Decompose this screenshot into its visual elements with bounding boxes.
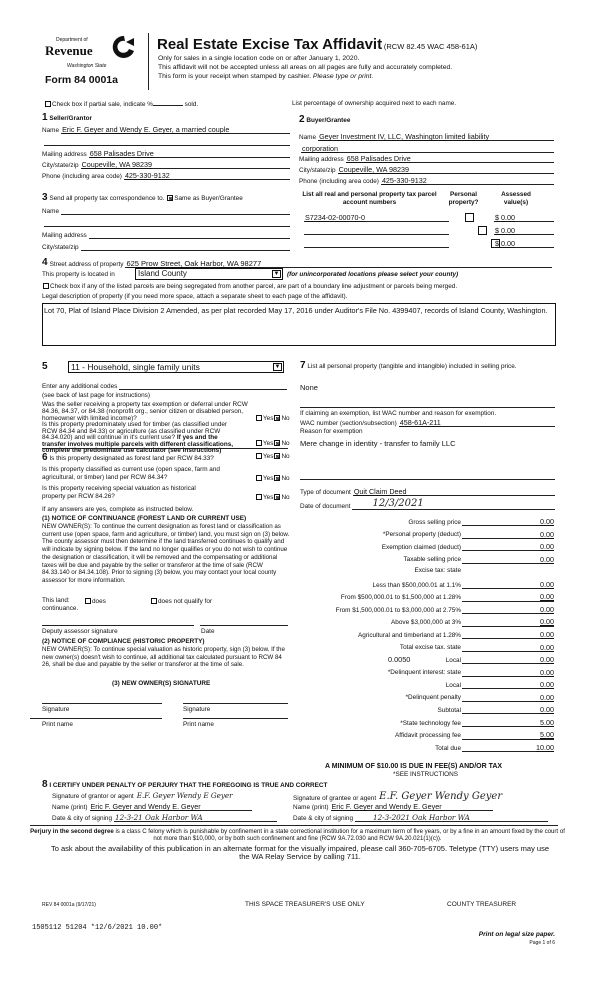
owner-signature-line[interactable] xyxy=(42,703,162,704)
additional-note: (see back of last page for instructions) xyxy=(42,392,150,399)
seller-city-field[interactable]: Coupeville, WA 98239 xyxy=(81,161,290,169)
label: Name xyxy=(42,207,60,215)
label: Mailing address xyxy=(42,231,87,239)
yes-no xyxy=(255,453,290,460)
tax-row xyxy=(300,543,554,551)
buyer-name-field[interactable]: Geyer Investment IV, LLC, Washington limited liability xyxy=(318,133,554,141)
does-not-checkbox[interactable] xyxy=(151,598,157,604)
tax-value-field[interactable]: 0.00 xyxy=(462,706,554,714)
corr-name2-row xyxy=(42,219,290,227)
parcel-number-field[interactable] xyxy=(304,227,449,235)
label: WAC number (section/subsection) xyxy=(300,419,397,427)
personal-property-checkbox[interactable] xyxy=(465,213,474,222)
certify-text: I CERTIFY UNDER PENALTY OF PERJURY THAT THE FOREGOING IS TRUE AND CORRECT xyxy=(49,782,328,789)
alternate-format-note: To ask about the availability of this publication in an alternate format for the visually impaired, please call 360-705-6705. Teletype (TTY) users may use the WA Relay Service by calling 711. xyxy=(50,844,550,861)
no-label: No xyxy=(281,415,290,422)
tax-label: Subtotal xyxy=(437,707,461,715)
same-as-buyer-label: Same as Buyer/Grantee xyxy=(174,195,243,202)
personal-property-label xyxy=(300,362,555,371)
corr-city-row xyxy=(42,243,290,251)
yes-no xyxy=(255,475,290,482)
seller-phone-field[interactable]: 425-330-9132 xyxy=(124,172,290,180)
tax-label: *Personal property (deduct) xyxy=(382,531,461,539)
yes-no xyxy=(255,415,290,422)
chevron-down-icon: ▼ xyxy=(274,364,281,370)
if-yes-note: If any answers are yes, complete as instructed below. xyxy=(42,506,194,513)
buyer-phone-field[interactable]: 425-330-9132 xyxy=(381,177,554,185)
county-treasurer: COUNTY TREASURER xyxy=(447,901,517,908)
additional-codes-field[interactable] xyxy=(119,382,287,390)
tax-value-field[interactable]: 0.00 xyxy=(462,631,554,639)
parcel-row xyxy=(302,240,449,248)
label: List all personal property (tangible and intangible) included in selling price. xyxy=(307,363,517,370)
q-forest xyxy=(42,453,214,463)
tax-row xyxy=(300,568,554,574)
segregated xyxy=(42,283,457,290)
tax-value-field[interactable]: 0.00 xyxy=(462,518,554,526)
no-checkbox[interactable] xyxy=(274,494,280,500)
treasurer-use: THIS SPACE TREASURER'S USE ONLY xyxy=(245,901,365,908)
seller-city-row xyxy=(42,161,290,169)
tax-row xyxy=(300,731,554,739)
q-historic xyxy=(42,485,212,501)
yes-no xyxy=(255,494,290,501)
notice-continuance-title: (1) NOTICE OF CONTINUANCE (FOREST LAND OR CURRENT USE) xyxy=(42,515,247,522)
print-name-line[interactable] xyxy=(30,718,162,719)
tax-row xyxy=(300,694,554,702)
label: Name (print) xyxy=(52,803,88,811)
page-number: Page 1 of 6 xyxy=(529,940,555,946)
assessed-row xyxy=(492,240,554,248)
certify xyxy=(42,780,327,790)
logo-line3: Washington State xyxy=(67,63,107,69)
label: Name (print) xyxy=(293,803,329,811)
question-text: Is this property designated as forest land per RCW 84.33? xyxy=(49,455,214,462)
partial-percent-field[interactable] xyxy=(153,105,183,106)
divider xyxy=(42,448,288,449)
seller-title: Seller/Grantor xyxy=(49,115,92,122)
assessed-value-field[interactable]: $ 0.00 xyxy=(494,227,554,235)
signature-label: Signature xyxy=(42,706,70,713)
print-legal-note: Print on legal size paper. xyxy=(478,931,555,938)
header-line: Only for sales in a single location code on or after January 1, 2020. xyxy=(158,55,360,62)
deputy-date-line[interactable] xyxy=(200,625,288,626)
label: Name xyxy=(299,133,317,141)
buyer-phone-row xyxy=(299,177,554,185)
seller-mailing-field[interactable]: 658 Palisades Drive xyxy=(89,150,290,158)
parcel-header: List all real and personal property tax parcel account numbers xyxy=(302,191,437,206)
question-text: Was the seller receiving a property tax exemption or deferral under RCW 84.36, 84.37, or 84.38 (nonprofit org., senior citizen or disabled person, homeowner with limited income)? xyxy=(42,401,248,422)
title-text: Real Estate Excise Tax Affidavit xyxy=(157,36,383,53)
tax-label: Total due xyxy=(435,744,461,752)
seller-name-row xyxy=(42,126,290,134)
yes-checkbox[interactable] xyxy=(256,494,262,500)
tax-label: Gross selling price xyxy=(408,518,461,526)
parcel-row xyxy=(302,214,449,222)
label: Phone (including area code) xyxy=(42,172,122,180)
wac-row xyxy=(300,419,555,427)
treasurer-stamp: 1505112 51204 *12/6/2021 10.00* xyxy=(32,924,163,932)
additional-codes-row xyxy=(42,382,287,390)
tax-label: Local xyxy=(445,656,461,664)
street-field[interactable]: 625 Prow Street, Oak Harbor, WA 98277 xyxy=(125,260,552,269)
label: City/state/zip xyxy=(42,243,79,251)
tax-row xyxy=(300,518,554,526)
form-title xyxy=(157,37,477,52)
tax-value-field[interactable]: 5.00 xyxy=(462,719,554,727)
grantee-name-field[interactable]: Eric F. Geyer and Wendy E. Geyer xyxy=(331,803,493,811)
no-label: No xyxy=(281,453,290,460)
tax-label: *State technology fee xyxy=(400,719,461,727)
tax-value-field[interactable]: 0.00 xyxy=(462,618,554,626)
label: Street address of property xyxy=(49,260,124,268)
label: City/state/zip xyxy=(299,166,336,174)
no-checkbox[interactable] xyxy=(274,475,280,481)
corr-name2-field[interactable] xyxy=(44,219,290,227)
tax-value-field[interactable]: 0.00 xyxy=(462,681,554,689)
tax-label: Agricultural and timberland at 1.28% xyxy=(357,631,461,639)
minimum-note: A MINIMUM OF $10.00 IS DUE IN FEE(S) AND/OR TAX xyxy=(325,763,503,770)
parcel-number-field[interactable]: S7234-02-00070-0 xyxy=(304,214,449,222)
yes-checkbox[interactable] xyxy=(256,415,262,421)
deputy-label: Deputy assessor signature xyxy=(42,628,118,635)
doc-type-field[interactable]: Quit Claim Deed xyxy=(353,488,555,496)
legal-label: Legal description of property (if you need more space, attach a separate sheet to each page of the affidavit). xyxy=(42,293,348,300)
does-not-option xyxy=(150,598,212,605)
doc-date-field[interactable]: 12/3/2021 xyxy=(352,499,555,510)
seller-name2-row xyxy=(42,138,290,146)
does-checkbox[interactable] xyxy=(85,598,91,604)
tax-value-field[interactable]: 0.00 xyxy=(462,531,554,539)
exemption-label: If claiming an exemption, list WAC number and reason for exemption. xyxy=(300,410,497,417)
parcel-row xyxy=(302,227,449,235)
yes-label: Yes xyxy=(263,453,274,460)
chevron-down-icon: ▼ xyxy=(273,271,280,277)
grantee-date-field[interactable]: 12-3-2021 Oak Harbor WA xyxy=(355,814,548,822)
perjury-note xyxy=(30,828,565,842)
tax-label: Taxable selling price xyxy=(403,556,461,564)
yes-no xyxy=(255,440,290,447)
buyer-city-field[interactable]: Coupeville, WA 98239 xyxy=(338,166,554,174)
tax-row xyxy=(300,556,554,564)
section-number: 7 xyxy=(300,360,306,371)
tax-row xyxy=(300,719,554,727)
buyer-mailing-row xyxy=(299,155,554,163)
correspondence-label: Send all property tax correspondence to. xyxy=(49,195,165,202)
title-ref: (RCW 82.45 WAC 458-61A) xyxy=(383,42,478,51)
print-name-line[interactable] xyxy=(183,718,288,719)
does-option xyxy=(84,598,106,605)
tax-value-field[interactable]: 0.00 xyxy=(462,593,554,601)
legal-description-box[interactable] xyxy=(42,303,556,346)
label: Mailing address xyxy=(299,155,344,163)
wac-field[interactable]: 458-61A-211 xyxy=(399,419,555,427)
tax-row xyxy=(300,744,554,752)
grantor-name-field[interactable]: Eric F. Geyer and Wendy E. Geyer xyxy=(90,803,252,811)
notice-compliance-text: NEW OWNER(S): To continue special valuation as historic property, sign (3) below. If the new owner(s) doesn't wish to continue, all additional tax calculated pursuant to RCW 84 26, shall be due and payable by the seller or transferor at the time of sale. xyxy=(42,646,285,669)
personal-property-checkbox[interactable] xyxy=(478,226,487,235)
owner-signature-line[interactable] xyxy=(183,703,288,704)
corr-name-field[interactable] xyxy=(61,207,290,215)
segregated-checkbox[interactable] xyxy=(43,283,49,289)
grantor-date-field[interactable]: 12-3-21 Oak Harbor WA xyxy=(114,814,277,822)
grantee-name-row xyxy=(293,803,493,811)
county-value: Island County xyxy=(138,269,187,278)
q-current-use xyxy=(42,466,222,482)
label: Type of document xyxy=(300,488,351,496)
corr-mailing-field[interactable] xyxy=(89,231,290,239)
assessed-value-field[interactable]: $ 0.00 xyxy=(494,214,554,222)
tax-value-field[interactable]: 0.00 xyxy=(462,669,554,677)
no-label: No xyxy=(281,440,290,447)
segregated-label: Check box if any of the listed parcels are being segregated from another parcel, are part of a boundary line adjustment or parcels being merged. xyxy=(50,283,458,290)
corr-city-field[interactable] xyxy=(81,243,290,251)
section-number: 2 xyxy=(299,114,305,125)
buyer-name-row xyxy=(299,133,554,141)
use-code-select[interactable] xyxy=(68,361,284,373)
tax-value-field[interactable]: 0.00 xyxy=(462,644,554,652)
print-name-label: Print name xyxy=(183,721,214,728)
label: Enter any additional codes xyxy=(42,382,118,390)
partial-sale-checkbox[interactable] xyxy=(45,101,51,107)
located-label: This property is located in xyxy=(42,271,115,278)
local-rate: 0.0050 xyxy=(388,655,411,665)
tax-label: Total excise tax. state xyxy=(399,644,461,652)
assessed-header: Assessed value(s) xyxy=(501,191,531,206)
county-select[interactable] xyxy=(135,268,283,280)
print-name-label: Print name xyxy=(42,721,73,728)
tax-row xyxy=(300,644,554,652)
tax-label: Less than $500,000.01 at 1.1% xyxy=(372,581,461,589)
same-as-buyer-checkbox[interactable] xyxy=(167,195,173,201)
tax-label: Above $3,000,000 at 3% xyxy=(391,619,461,627)
doc-type-row xyxy=(300,488,555,496)
tax-row xyxy=(300,656,554,664)
perjury-text: is a class C felony which is punishable by confinement in a state correctional institution for a maximum term of five years, or by a fine in an amount fixed by the court of not more than $10,000, or by both such confinement and fine (RCW 9A.72.030 and RCW 9A.20.021(1)(c)). xyxy=(113,828,565,842)
assessed-value-field[interactable]: $ 0.00 xyxy=(494,240,554,248)
label: Name xyxy=(42,126,60,134)
partial-sale-label: Check box if partial sale, indicate % xyxy=(52,101,153,108)
street-row xyxy=(42,258,552,268)
tax-label: Local xyxy=(445,681,461,689)
header-line: This affidavit will not be accepted unless all areas on all pages are fully and accurately completed. xyxy=(158,64,453,71)
question-text: Is this property receiving special valuation as historical property per RCW 84.26? xyxy=(42,485,196,501)
label: City/state/zip xyxy=(42,161,79,169)
grantee-signature[interactable]: E.F. Geyer Wendy Geyer xyxy=(379,791,503,802)
county-note: (for unincorporated locations please select your county) xyxy=(287,271,459,278)
signature-label: Signature xyxy=(183,706,211,713)
sold-label: sold. xyxy=(184,101,199,108)
yes-checkbox[interactable] xyxy=(256,475,262,481)
rev-number: REV 84 0001a (9/17/21) xyxy=(42,902,96,908)
seller-name-field[interactable]: Eric F. Geyer and Wendy E. Geyer, a married couple xyxy=(61,126,290,134)
tax-row xyxy=(300,669,554,677)
tax-label: From $500,000.01 to $1,500,000 at 1.28% xyxy=(340,594,461,602)
divider xyxy=(30,825,558,826)
question-text: Is this property classified as current use (open space, farm and agricultural, or timber) land per RCW 84.34? xyxy=(42,466,220,482)
buyer-city-row xyxy=(299,166,554,174)
section-number: 3 xyxy=(42,192,48,203)
grantee-date-row xyxy=(293,814,548,822)
doc-date-row xyxy=(300,499,555,510)
tax-row xyxy=(300,706,554,714)
label: Phone (including area code) xyxy=(299,177,379,185)
yes-label: Yes xyxy=(263,415,274,422)
tax-value-field[interactable]: 0.00 xyxy=(462,694,554,702)
question-text: Is this property predominately used for timber (as classified under RCW 84.34 and 84.33) or agriculture (as classified under RCW 84.34.020) and will continue in it's current use? xyxy=(42,421,228,442)
no-checkbox[interactable] xyxy=(274,415,280,421)
question-bold: If yes and the transfer involves multiple parcels with different classifications, complete the predominate use calculator (see instructions) xyxy=(42,434,234,455)
tax-value-field[interactable]: 0.00 xyxy=(462,606,554,614)
yes-label: Yes xyxy=(263,494,274,501)
seller-heading xyxy=(42,113,92,123)
seller-name2-field[interactable] xyxy=(44,138,290,146)
tax-label: Affidavit processing fee xyxy=(395,732,461,740)
grantor-signature-row xyxy=(52,792,290,800)
tax-value-field[interactable]: 5.00 xyxy=(462,731,554,739)
yes-checkbox[interactable] xyxy=(256,453,262,459)
label: does not qualify for xyxy=(158,598,212,605)
buyer-name2-row xyxy=(299,145,554,153)
reason-label: Reason for exemption xyxy=(300,428,363,435)
no-checkbox[interactable] xyxy=(274,453,280,459)
buyer-title: Buyer/Grantee xyxy=(306,117,351,124)
perjury-bold: Perjury in the second degree xyxy=(30,828,114,835)
type-or-print: Please type or print. xyxy=(312,73,374,80)
corr-mailing-row xyxy=(42,231,290,239)
reason-value[interactable]: Mere change in identity - transfer to family LLC xyxy=(300,439,456,448)
assessed-row xyxy=(492,227,554,235)
section-number: 5 xyxy=(42,361,48,372)
label: does xyxy=(92,598,106,605)
label: Date of document xyxy=(300,502,351,510)
legal-description: Lot 70, Plat of Island Place Division 2 Amended, as per plat recorded May 17, 2016 under Auditor's File No. 4399407, records of Island County, Washington. xyxy=(44,306,548,315)
tax-label: Exemption claimed (deduct) xyxy=(381,543,461,551)
label: Date & city of signing xyxy=(52,814,113,822)
tax-row xyxy=(300,618,554,626)
q-timber xyxy=(42,422,242,455)
personal-header: Personal property? xyxy=(448,191,479,206)
this-land xyxy=(42,598,70,604)
new-owner-signature-title: (3) NEW OWNER(S) SIGNATURE xyxy=(112,680,211,687)
tax-row xyxy=(300,681,554,689)
divider xyxy=(300,479,555,480)
header-divider xyxy=(148,33,149,90)
yes-label: Yes xyxy=(263,475,274,482)
label: Signature of grantor or agent xyxy=(52,792,134,800)
tax-label: *Delinquent penalty xyxy=(405,694,461,702)
label: Mailing address xyxy=(42,150,87,158)
section-number: 4 xyxy=(42,257,48,268)
yes-checkbox[interactable] xyxy=(256,440,262,446)
grantor-name-row xyxy=(52,803,252,811)
tax-value-field[interactable]: 10.00 xyxy=(462,744,554,752)
no-label: No xyxy=(281,475,290,482)
tax-row xyxy=(300,581,554,589)
header-line xyxy=(158,74,373,81)
tax-value-field[interactable]: 0.00 xyxy=(462,543,554,551)
tax-value-field[interactable]: 0.00 xyxy=(462,556,554,564)
tax-label: From $1,500,000.01 to $3,000,000 at 2.75% xyxy=(335,606,461,614)
grantor-date-row xyxy=(52,814,277,822)
date-label: Date xyxy=(201,628,215,635)
grantor-signature[interactable]: E.F. Geyer Wendy E Geyer xyxy=(136,791,233,800)
seller-phone-row xyxy=(42,172,290,180)
parcel-number-field[interactable] xyxy=(304,240,449,248)
buyer-mailing-field[interactable]: 658 Palisades Drive xyxy=(346,155,554,163)
tax-label: Excise tax: state xyxy=(414,567,461,575)
logo-line1: Department of xyxy=(56,37,88,43)
section-number: 6 xyxy=(42,452,48,463)
see-instructions: *SEE INSTRUCTIONS xyxy=(393,771,458,778)
logo-line2: Revenue xyxy=(45,43,93,58)
correspondence-heading xyxy=(42,193,243,203)
tax-value-field[interactable]: 0.00 xyxy=(462,581,554,589)
no-checkbox[interactable] xyxy=(274,440,280,446)
label: Signature of grantee or agent xyxy=(293,794,377,802)
notice-compliance-title: (2) NOTICE OF COMPLIANCE (HISTORIC PROPERTY) xyxy=(42,638,205,645)
partial-sale xyxy=(44,101,198,108)
receipt-note: This form is your receipt when stamped by cashier. xyxy=(158,73,311,80)
deputy-signature-line[interactable] xyxy=(42,625,194,626)
tax-value-field[interactable]: 0.00 xyxy=(462,656,554,664)
q-exemption xyxy=(42,401,257,422)
seller-mailing-row xyxy=(42,150,290,158)
tax-row xyxy=(300,631,554,639)
tax-row xyxy=(300,606,554,614)
form-number: Form 84 0001a xyxy=(45,74,118,86)
continuance-label: continuance. xyxy=(42,605,79,612)
label: This land: xyxy=(42,597,70,604)
corr-name-row xyxy=(42,207,290,215)
grantee-signature-row xyxy=(293,792,555,802)
buyer-name2-field[interactable]: corporation xyxy=(301,145,554,153)
no-label: No xyxy=(281,494,290,501)
personal-property-value[interactable]: None xyxy=(300,383,318,392)
notice-continuance-text: NEW OWNER(S): To continue the current designation as forest land or classification as current use (open space, farm and agriculture, or timber) land, you must sign on (3) below. The county assessor must then determine if the land transferred continues to qualify and will indicate by signing below. If the land no longer qualifies or you do not wish to continue the designation or classification, it will be removed and the compensating or additional taxes will be due and payable by the seller or transferor at the time of sale (RCW 84.33.140 or 84.34.108). Prior to signing (3) below, you may contact your local county assessor for more information. xyxy=(42,523,290,584)
assessed-row xyxy=(492,214,554,222)
dor-swirl-icon xyxy=(110,34,138,60)
tax-row xyxy=(300,531,554,539)
tax-row xyxy=(300,593,554,601)
tax-label: *Delinquent interest: state xyxy=(387,669,461,677)
ownership-note: List percentage of ownership acquired next to each name. xyxy=(292,100,457,107)
label: Date & city of signing xyxy=(293,814,354,822)
use-code-value: 11 - Household, single family units xyxy=(71,362,200,372)
section-number: 1 xyxy=(42,112,48,123)
yes-label: Yes xyxy=(263,440,274,447)
buyer-heading xyxy=(299,115,350,125)
divider xyxy=(300,407,555,408)
section-number: 8 xyxy=(42,779,48,790)
